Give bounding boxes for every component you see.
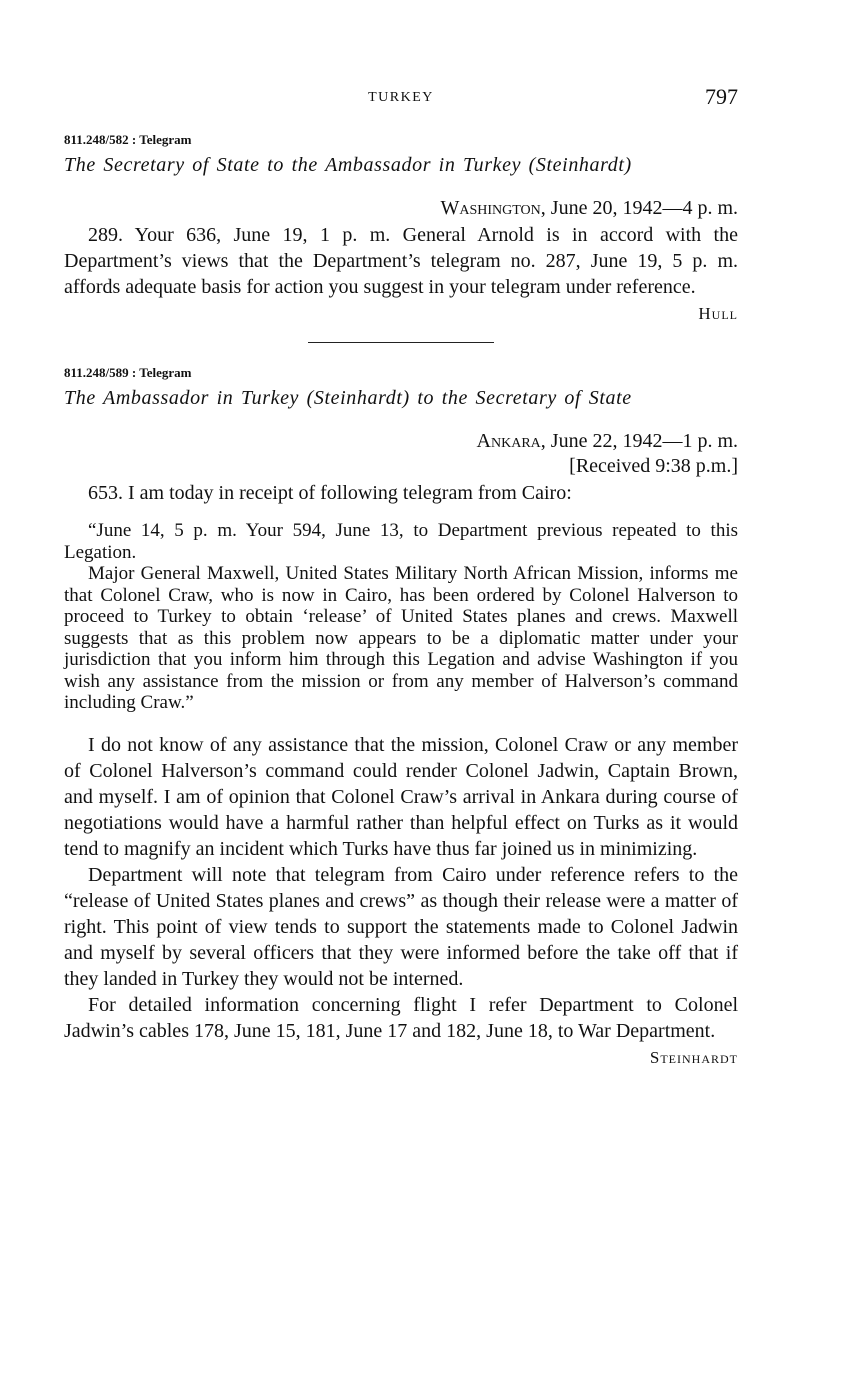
telegram-paragraph: For detailed information concerning flight I refer Department to Colonel Jadwin’s cables 178, June 15, 181, June 17 and 182, June 18, to War Department.: [64, 993, 738, 1042]
telegram-intro: 653. I am today in receipt of following telegram from Cairo:: [88, 482, 572, 504]
file-number: 811.248/589 : Telegram: [64, 365, 192, 380]
dateline: [64, 197, 738, 220]
telegram-paragraph: Department will note that telegram from Cairo under reference refers to the “release of United States planes and crews” as though their release were a matter of right. This point of view tends to support the statements made to Colonel Jadwin and myself by several officers that they were informed before the take off that if they landed in Turkey they would not be interned.: [64, 863, 738, 990]
telegram-1: [64, 132, 738, 324]
signature: Hull: [698, 304, 738, 323]
quoted-telegram-paragraph: “June 14, 5 p. m. Your 594, June 13, to Department previous repeated to this Legation.: [64, 520, 738, 563]
signature: Steinhardt: [649, 1047, 738, 1067]
dateline-date: , June 20, 1942—4 p. m.: [540, 197, 738, 219]
dateline: [64, 430, 738, 453]
telegram-heading: The Secretary of State to the Ambassador in Turkey (Steinhardt): [64, 154, 632, 176]
dateline-date: , June 22, 1942—1 p. m.: [540, 430, 738, 452]
running-title: TURKEY: [368, 90, 434, 105]
dateline-place: Ankara: [476, 430, 541, 452]
telegram-paragraph: 289. Your 636, June 19, 1 p. m. General Arnold is in accord with the Department’s views that the Department’s telegram no. 287, June 19, 5 p. m. affords adequate basis for action you suggest in your telegram under reference.: [64, 224, 738, 298]
dateline-place: Washington: [440, 197, 541, 219]
quoted-telegram-paragraph: Major General Maxwell, United States Military North African Mission, informs me that Colonel Craw, who is now in Cairo, has been ordered by Colonel Halverson to proceed to Turkey to obtain ‘release’ of United States planes and crews. Maxwell suggests that as this problem now appears to be a diplomatic matter under your jurisdiction that you inform him through this Legation and advise Washington if you wish any assistance from the mission or from any member of Halverson’s command including Craw.”: [64, 563, 738, 713]
telegram-heading: The Ambassador in Turkey (Steinhardt) to the Secretary of State: [64, 387, 632, 409]
page-number: 797: [705, 84, 738, 109]
telegram-paragraph: I do not know of any assistance that the mission, Colonel Craw or any member of Colonel Halverson’s command could render Colonel Jadwin, Captain Brown, and myself. I am of opinion that Colonel Craw’s arrival in Ankara during course of negotiations would have a harmful rather than helpful effect on Turks as it would tend to magnify an incident which Turks have thus far joined us in minimizing.: [64, 733, 738, 860]
running-head: [64, 84, 738, 114]
telegram-2: [64, 365, 738, 1068]
file-number: 811.248/582 : Telegram: [64, 132, 192, 147]
received-note: [Received 9:38 p.m.]: [569, 455, 738, 477]
document-page: [64, 84, 738, 1068]
section-divider: [308, 342, 494, 343]
